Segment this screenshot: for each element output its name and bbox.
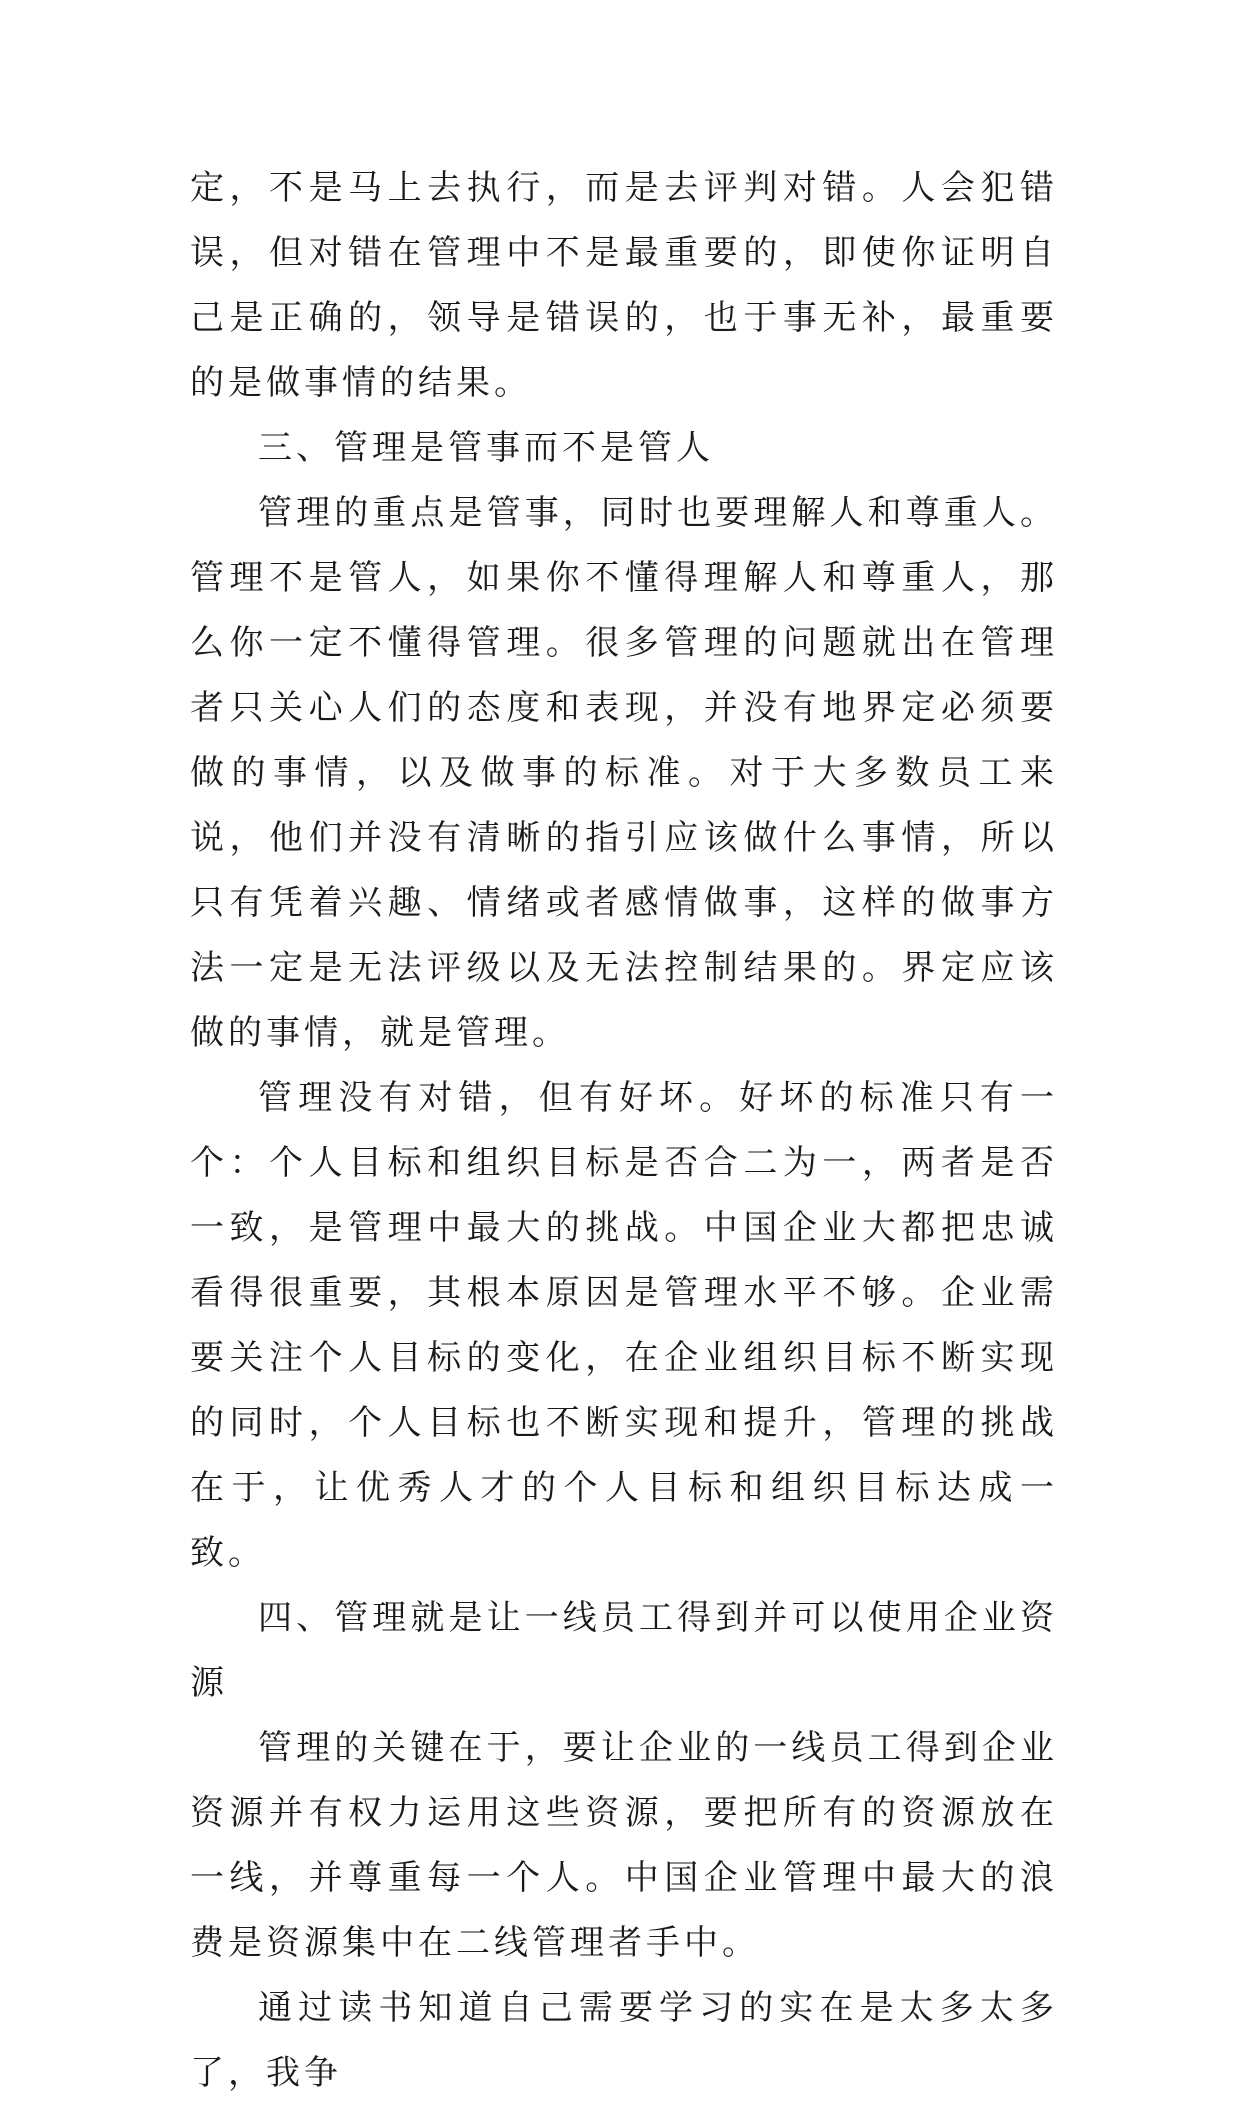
document-body <box>190 156 1058 2106</box>
paragraph: 通过读书知道自己需要学习的实在是太多太多了，我争 <box>190 1988 1058 2093</box>
section-heading-four: 四、管理就是让一线员工得到并可以使用企业资源 <box>190 1598 1058 1703</box>
paragraph: 管理的重点是管事，同时也要理解人和尊重人。管理不是管人，如果你不懂得理解人和尊重人，那么你一定不懂得管理。很多管理的问题就出在管理者只关心人们的态度和表现，并没有地界定必须要做的事情，以及做事的标准。对于大多数员工来说，他们并没有清晰的指引应该做什么事情，所以只有凭着兴趣、情绪或者感情做事，这样的做事方法一定是无法评级以及无法控制结果的。界定应该做的事情，就是管理。 <box>190 493 1058 1053</box>
paragraph: 管理没有对错，但有好坏。好坏的标准只有一个：个人目标和组织目标是否合二为一，两者是否一致，是管理中最大的挑战。中国企业大都把忠诚看得很重要，其根本原因是管理水平不够。企业需要关注个人目标的变化，在企业组织目标不断实现的同时，个人目标也不断实现和提升，管理的挑战在于，让优秀人才的个人目标和组织目标达成一致。 <box>190 1078 1058 1573</box>
paragraph: 管理的关键在于，要让企业的一线员工得到企业资源并有权力运用这些资源，要把所有的资源放在一线，并尊重每一个人。中国企业管理中最大的浪费是资源集中在二线管理者手中。 <box>190 1728 1058 1963</box>
section-heading-three: 三、管理是管事而不是管人 <box>258 428 714 468</box>
paragraph-continuation: 定，不是马上去执行，而是去评判对错。人会犯错误，但对错在管理中不是最重要的，即使你证明自己是正确的，领导是错误的，也于事无补，最重要的是做事情的结果。 <box>190 168 1058 403</box>
